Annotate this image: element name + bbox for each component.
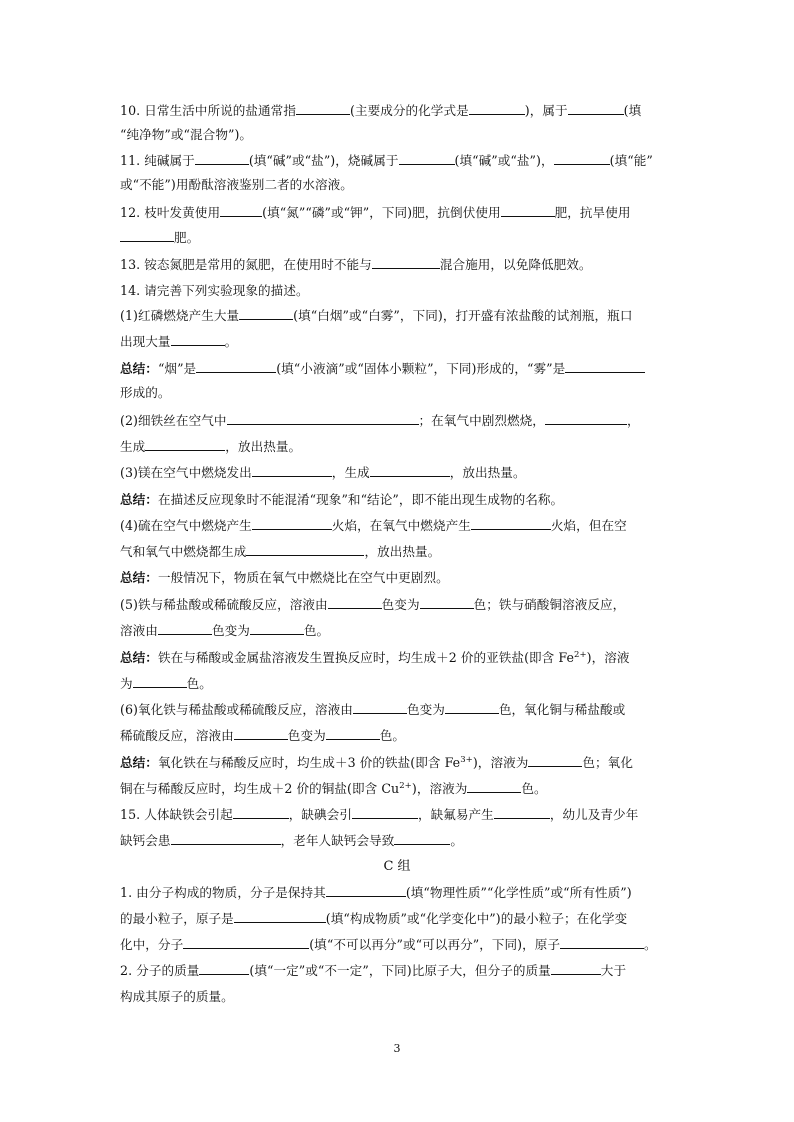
q14-part-3: (3)镁在空气中燃烧发出 ，生成 ，放出热量。 (120, 465, 526, 480)
blank[interactable] (195, 152, 249, 165)
c-question-1-line-3: 化中，分子 (填“不可以再分”或“可以再分”，下同)，原子 。 (120, 937, 657, 952)
q14-summary-5-line-1: 总结：铁在与稀酸或金属盐溶液发生置换反应时，均生成＋2 价的亚铁盐(即含 $Fe^{2+}$)，溶液 (120, 650, 630, 665)
c-question-2-line-1: 2. 分子的质量 (填“一定”或“不一定”，下同)比原子大，但分子的质量 大于 (120, 963, 627, 978)
blank[interactable] (467, 780, 521, 793)
blank[interactable] (326, 884, 406, 897)
blank[interactable] (326, 727, 380, 740)
blank[interactable] (252, 517, 332, 530)
blank[interactable] (554, 152, 610, 165)
blank[interactable] (227, 412, 419, 425)
q14-summary-4: 总结：一般情况下，物质在氧气中燃烧比在空气中更剧烈。 (120, 570, 449, 585)
blank[interactable] (145, 438, 225, 451)
blank[interactable] (246, 543, 364, 556)
blank[interactable] (501, 204, 555, 217)
q14-part-2-line-1: (2)细铁丝在空气中 ；在氧气中剧烈燃烧， ， (120, 413, 640, 428)
blank[interactable] (158, 622, 212, 635)
blank[interactable] (328, 596, 382, 609)
question-11-line-1: 11. 纯碱属于 (填“碱”或“盐”)，烧碱属于 (填“碱”或“盐”)， (填“能” (120, 153, 653, 168)
question-12-line-1: 12. 枝叶发黄使用 (填“氮”“磷”或“钾”，下同)肥，抗倒伏使用 肥，抗旱使用 (120, 205, 631, 220)
blank[interactable] (183, 936, 309, 949)
q14-part-6-line-1: (6)氧化铁与稀盐酸或稀硫酸反应，溶液由 色变为 色，氧化铜与稀盐酸或 (120, 702, 626, 717)
question-11-line-2: 或“不能”)用酚酞溶液鉴别二者的水溶液。 (120, 177, 353, 192)
blank[interactable] (239, 307, 293, 320)
q14-summary-6-line-1: 总结：氧化铁在与稀酸反应时，均生成＋3 价的铁盐(即含 $Fe^{3+}$)，溶液为 色；氧化 (120, 755, 633, 770)
q14-summary-3: 总结：在描述反应现象时不能混淆“现象”和“结论”，即不能出现生成物的名称。 (120, 492, 564, 507)
q14-part-6-line-2: 稀硫酸反应，溶液由 色变为 色。 (120, 728, 406, 743)
blank[interactable] (252, 464, 332, 477)
blank[interactable] (560, 936, 644, 949)
blank[interactable] (220, 204, 262, 217)
blank[interactable] (234, 727, 288, 740)
question-10-line-1: 10. 日常生活中所说的盐通常指 (主要成分的化学式是 )，属于 (填 (120, 103, 642, 118)
q14-part-1-line-1: (1)红磷燃烧产生大量 (填“白烟”或“白雾”，下同)，打开盛有浓盐酸的试剂瓶，瓶口 (120, 308, 633, 323)
q14-part-5-line-2: 溶液由 色变为 色。 (120, 623, 330, 638)
blank[interactable] (551, 962, 601, 975)
question-12-line-2: 肥。 (120, 229, 680, 247)
blank[interactable] (133, 675, 187, 688)
q14-summary-6-line-2: 铜在与稀酸反应时，均生成＋2 价的铜盐(即含 $Cu^{2+}$)，溶液为 色。 (120, 781, 547, 796)
blank[interactable] (420, 596, 474, 609)
blank[interactable] (565, 360, 645, 373)
blank[interactable] (469, 102, 525, 115)
blank[interactable] (196, 360, 276, 373)
question-13: 13. 铵态氮肥是常用的氮肥，在使用时不能与 混合施用，以免降低肥效。 (120, 257, 592, 272)
blank[interactable] (394, 832, 450, 845)
blank[interactable] (471, 517, 551, 530)
question-14-title: 14. 请完善下列实验现象的描述。 (120, 283, 309, 298)
q14-part-4-line-1: (4)硫在空气中燃烧产生 火焰，在氧气中燃烧产生 火焰，但在空 (120, 518, 627, 533)
group-c-heading: C 组 (383, 859, 411, 874)
blank[interactable] (296, 102, 350, 115)
blank[interactable] (545, 412, 627, 425)
q14-summary-5-line-2: 为 色。 (120, 676, 212, 691)
blank[interactable] (399, 152, 455, 165)
blank[interactable] (494, 806, 550, 819)
q14-part-4-line-2: 气和氧气中燃烧都生成 ，放出热量。 (120, 544, 441, 559)
question-15-line-2: 缺钙会患 ，老年人缺钙会导致 。 (120, 833, 464, 848)
blank[interactable] (199, 962, 249, 975)
blank[interactable] (353, 701, 407, 714)
question-10-line-2: “纯净物”或“混合物”)。 (120, 127, 253, 142)
c-question-1-line-2: 的最小粒子，原子是 (填“构成物质”或“化学变化中”)的最小粒子；在化学变 (120, 911, 628, 926)
q14-summary-1-line-2: 形成的。 (120, 385, 171, 400)
blank[interactable] (233, 806, 289, 819)
q14-part-2-line-2: 生成 ，放出热量。 (120, 439, 302, 454)
blank[interactable] (528, 754, 582, 767)
blank[interactable] (234, 910, 326, 923)
question-15-line-1: 15. 人体缺铁会引起 ，缺碘会引 ，缺氟易产生 ，幼儿及青少年 (120, 807, 639, 822)
q14-part-1-line-2: 出现大量 。 (120, 334, 238, 349)
blank[interactable] (370, 464, 450, 477)
blank[interactable] (171, 333, 225, 346)
blank[interactable] (250, 622, 304, 635)
page-number: 3 (393, 1042, 401, 1055)
blank[interactable] (120, 229, 174, 242)
blank[interactable] (171, 832, 281, 845)
blank[interactable] (352, 806, 418, 819)
blank[interactable] (445, 701, 499, 714)
c-question-1-line-1: 1. 由分子构成的物质，分子是保持其 (填“物理性质”“化学性质”或“所有性质”) (120, 885, 632, 900)
blank[interactable] (568, 102, 624, 115)
q14-part-5-line-1: (5)铁与稀盐酸或稀硫酸反应，溶液由 色变为 色；铁与硝酸铜溶液反应， (120, 597, 626, 612)
q14-summary-1-line-1: 总结：“烟”是 (填“小液滴”或“固体小颗粒”，下同)形成的，“雾”是 (120, 360, 680, 378)
c-question-2-line-2: 构成其原子的质量。 (120, 989, 234, 1004)
blank[interactable] (372, 256, 440, 269)
